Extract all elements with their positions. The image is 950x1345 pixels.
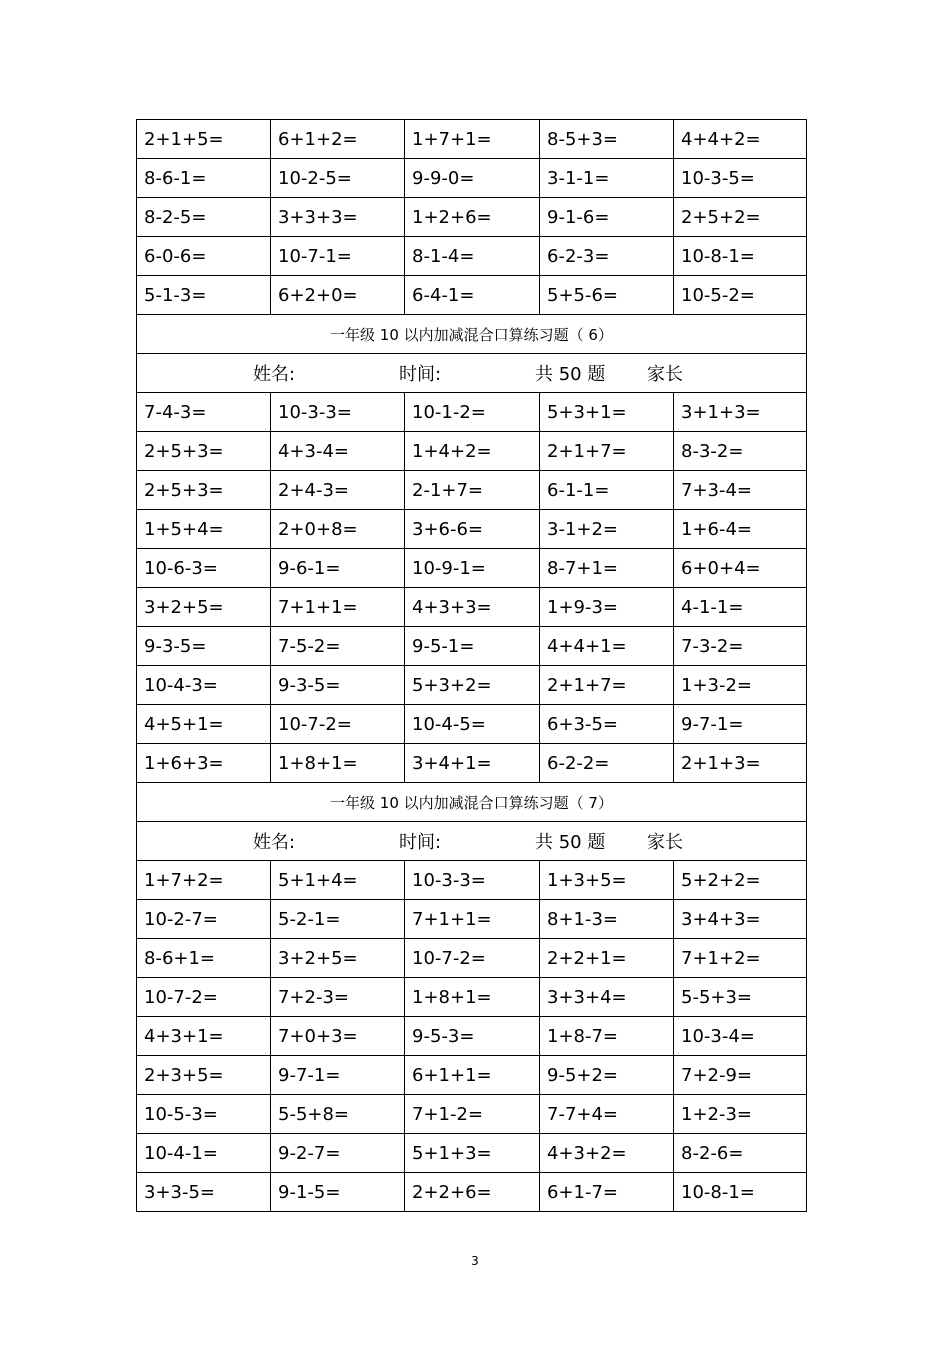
problem-cell: 1+8+1= [405, 978, 540, 1017]
section-title: 一年级 10 以内加减混合口算练习题（ 6） [137, 315, 807, 354]
problem-cell: 4+3+3= [405, 588, 540, 627]
problem-cell: 9-1-5= [271, 1173, 405, 1212]
problem-cell: 6-4-1= [405, 276, 540, 315]
problem-cell: 5-5+3= [674, 978, 807, 1017]
problem-cell: 8-1-4= [405, 237, 540, 276]
problem-cell: 10-7-2= [137, 978, 271, 1017]
problem-cell: 1+8-7= [540, 1017, 674, 1056]
student-info-row [137, 822, 807, 861]
problem-cell: 7+1+1= [405, 900, 540, 939]
problem-cell: 4+4+2= [674, 120, 807, 159]
problem-cell: 7-5-2= [271, 627, 405, 666]
section-title-row [137, 783, 807, 822]
problem-cell: 4+4+1= [540, 627, 674, 666]
problem-row [137, 471, 807, 510]
problem-cell: 9-5-3= [405, 1017, 540, 1056]
problem-row [137, 510, 807, 549]
problem-cell: 2+0+8= [271, 510, 405, 549]
problem-cell: 7+0+3= [271, 1017, 405, 1056]
problem-cell: 8-2-5= [137, 198, 271, 237]
name-label: 姓名: [253, 832, 296, 853]
problem-cell: 9-3-5= [137, 627, 271, 666]
parent-label: 家长 [647, 832, 683, 853]
problem-cell: 3+3+4= [540, 978, 674, 1017]
problem-cell: 9-5-1= [405, 627, 540, 666]
problem-cell: 2+1+3= [674, 744, 807, 783]
problem-cell: 9-1-6= [540, 198, 674, 237]
problem-cell: 1+4+2= [405, 432, 540, 471]
problem-cell: 5-5+8= [271, 1095, 405, 1134]
problem-cell: 10-5-3= [137, 1095, 271, 1134]
problem-cell: 1+8+1= [271, 744, 405, 783]
problem-cell: 6+1-7= [540, 1173, 674, 1212]
problem-cell: 10-4-1= [137, 1134, 271, 1173]
problem-cell: 8-6-1= [137, 159, 271, 198]
problem-cell: 3+6-6= [405, 510, 540, 549]
page-number: 3 [471, 1254, 479, 1268]
time-label: 时间: [399, 832, 442, 853]
problem-cell: 2+2+1= [540, 939, 674, 978]
problem-cell: 4+5+1= [137, 705, 271, 744]
problem-cell: 10-2-7= [137, 900, 271, 939]
problem-row [137, 744, 807, 783]
problem-cell: 4+3+1= [137, 1017, 271, 1056]
problem-cell: 7-4-3= [137, 393, 271, 432]
problem-cell: 5+3+1= [540, 393, 674, 432]
problem-cell: 10-5-2= [674, 276, 807, 315]
problem-cell: 6+2+0= [271, 276, 405, 315]
problem-row [137, 627, 807, 666]
problem-cell: 3+4+1= [405, 744, 540, 783]
problem-cell: 2+5+3= [137, 471, 271, 510]
student-info-row [137, 354, 807, 393]
problem-row [137, 549, 807, 588]
problem-cell: 9-3-5= [271, 666, 405, 705]
problem-cell: 7+1+2= [674, 939, 807, 978]
section-title-row [137, 315, 807, 354]
problem-cell: 1+2-3= [674, 1095, 807, 1134]
problem-row [137, 861, 807, 900]
problem-row [137, 1134, 807, 1173]
problem-cell: 8-3-2= [674, 432, 807, 471]
problem-cell: 3-1+2= [540, 510, 674, 549]
problem-cell: 9-9-0= [405, 159, 540, 198]
problem-cell: 10-9-1= [405, 549, 540, 588]
problem-cell: 1+7+1= [405, 120, 540, 159]
problem-cell: 6+1+1= [405, 1056, 540, 1095]
total-label: 共 50 题 [535, 832, 606, 853]
problem-cell: 10-3-4= [674, 1017, 807, 1056]
problem-row [137, 666, 807, 705]
name-label: 姓名: [253, 364, 296, 385]
problem-cell: 6-2-2= [540, 744, 674, 783]
problem-cell: 4+3-4= [271, 432, 405, 471]
problem-cell: 9-2-7= [271, 1134, 405, 1173]
problem-cell: 8-2-6= [674, 1134, 807, 1173]
problem-row [137, 159, 807, 198]
problem-cell: 2+2+6= [405, 1173, 540, 1212]
problem-cell: 10-3-3= [405, 861, 540, 900]
problem-cell: 6+0+4= [674, 549, 807, 588]
time-label: 时间: [399, 364, 442, 385]
problem-row [137, 432, 807, 471]
problem-row [137, 939, 807, 978]
problem-cell: 3+2+5= [271, 939, 405, 978]
problem-row [137, 1017, 807, 1056]
problem-cell: 7-3-2= [674, 627, 807, 666]
worksheet-body [137, 120, 807, 1212]
problem-cell: 1+9-3= [540, 588, 674, 627]
problem-cell: 1+6-4= [674, 510, 807, 549]
problem-cell: 7+1-2= [405, 1095, 540, 1134]
problem-cell: 5+3+2= [405, 666, 540, 705]
problem-cell: 1+3+5= [540, 861, 674, 900]
student-info [137, 354, 807, 393]
problem-cell: 9-7-1= [674, 705, 807, 744]
problem-cell: 10-4-5= [405, 705, 540, 744]
problem-cell: 10-7-2= [405, 939, 540, 978]
problem-cell: 9-7-1= [271, 1056, 405, 1095]
problem-cell: 2+1+5= [137, 120, 271, 159]
problem-cell: 1+3-2= [674, 666, 807, 705]
problem-cell: 8-5+3= [540, 120, 674, 159]
problem-cell: 6+1+2= [271, 120, 405, 159]
problem-cell: 9-5+2= [540, 1056, 674, 1095]
problem-cell: 10-3-5= [674, 159, 807, 198]
problem-cell: 10-8-1= [674, 1173, 807, 1212]
problem-cell: 2+4-3= [271, 471, 405, 510]
problem-row [137, 393, 807, 432]
problem-cell: 2+5+2= [674, 198, 807, 237]
problem-cell: 7+2-9= [674, 1056, 807, 1095]
problem-cell: 1+2+6= [405, 198, 540, 237]
problem-cell: 7-7+4= [540, 1095, 674, 1134]
problem-cell: 7+2-3= [271, 978, 405, 1017]
total-label: 共 50 题 [535, 364, 606, 385]
problem-cell: 8-7+1= [540, 549, 674, 588]
problem-cell: 10-8-1= [674, 237, 807, 276]
problem-row [137, 198, 807, 237]
problem-row [137, 900, 807, 939]
problem-cell: 6-2-3= [540, 237, 674, 276]
problem-cell: 1+6+3= [137, 744, 271, 783]
parent-label: 家长 [647, 364, 683, 385]
problem-cell: 10-6-3= [137, 549, 271, 588]
problem-row [137, 1173, 807, 1212]
problem-row [137, 1095, 807, 1134]
problem-cell: 1+7+2= [137, 861, 271, 900]
problem-cell: 2+5+3= [137, 432, 271, 471]
problem-cell: 6-0-6= [137, 237, 271, 276]
problem-cell: 2+3+5= [137, 1056, 271, 1095]
section-title: 一年级 10 以内加减混合口算练习题（ 7） [137, 783, 807, 822]
problem-row [137, 120, 807, 159]
problem-row [137, 1056, 807, 1095]
problem-cell: 10-4-3= [137, 666, 271, 705]
problem-cell: 7+3-4= [674, 471, 807, 510]
problem-cell: 3+1+3= [674, 393, 807, 432]
problem-cell: 4-1-1= [674, 588, 807, 627]
problem-cell: 2+1+7= [540, 432, 674, 471]
problem-cell: 10-3-3= [271, 393, 405, 432]
problem-cell: 3-1-1= [540, 159, 674, 198]
problem-row [137, 705, 807, 744]
problem-cell: 2-1+7= [405, 471, 540, 510]
student-info [137, 822, 807, 861]
problem-cell: 8-6+1= [137, 939, 271, 978]
problem-row [137, 237, 807, 276]
problem-cell: 3+3+3= [271, 198, 405, 237]
problem-cell: 5+2+2= [674, 861, 807, 900]
problem-cell: 2+1+7= [540, 666, 674, 705]
problem-cell: 3+3-5= [137, 1173, 271, 1212]
problem-cell: 5+5-6= [540, 276, 674, 315]
problem-cell: 7+1+1= [271, 588, 405, 627]
problem-row [137, 276, 807, 315]
problem-cell: 9-6-1= [271, 549, 405, 588]
problem-cell: 10-1-2= [405, 393, 540, 432]
problem-row [137, 978, 807, 1017]
worksheet-table [136, 119, 807, 1212]
problem-cell: 5+1+4= [271, 861, 405, 900]
problem-cell: 10-7-1= [271, 237, 405, 276]
problem-cell: 6-1-1= [540, 471, 674, 510]
problem-cell: 10-2-5= [271, 159, 405, 198]
problem-cell: 5-1-3= [137, 276, 271, 315]
problem-cell: 8+1-3= [540, 900, 674, 939]
problem-cell: 4+3+2= [540, 1134, 674, 1173]
problem-cell: 10-7-2= [271, 705, 405, 744]
problem-row [137, 588, 807, 627]
problem-cell: 1+5+4= [137, 510, 271, 549]
problem-cell: 5-2-1= [271, 900, 405, 939]
problem-cell: 6+3-5= [540, 705, 674, 744]
problem-cell: 3+2+5= [137, 588, 271, 627]
problem-cell: 5+1+3= [405, 1134, 540, 1173]
problem-cell: 3+4+3= [674, 900, 807, 939]
